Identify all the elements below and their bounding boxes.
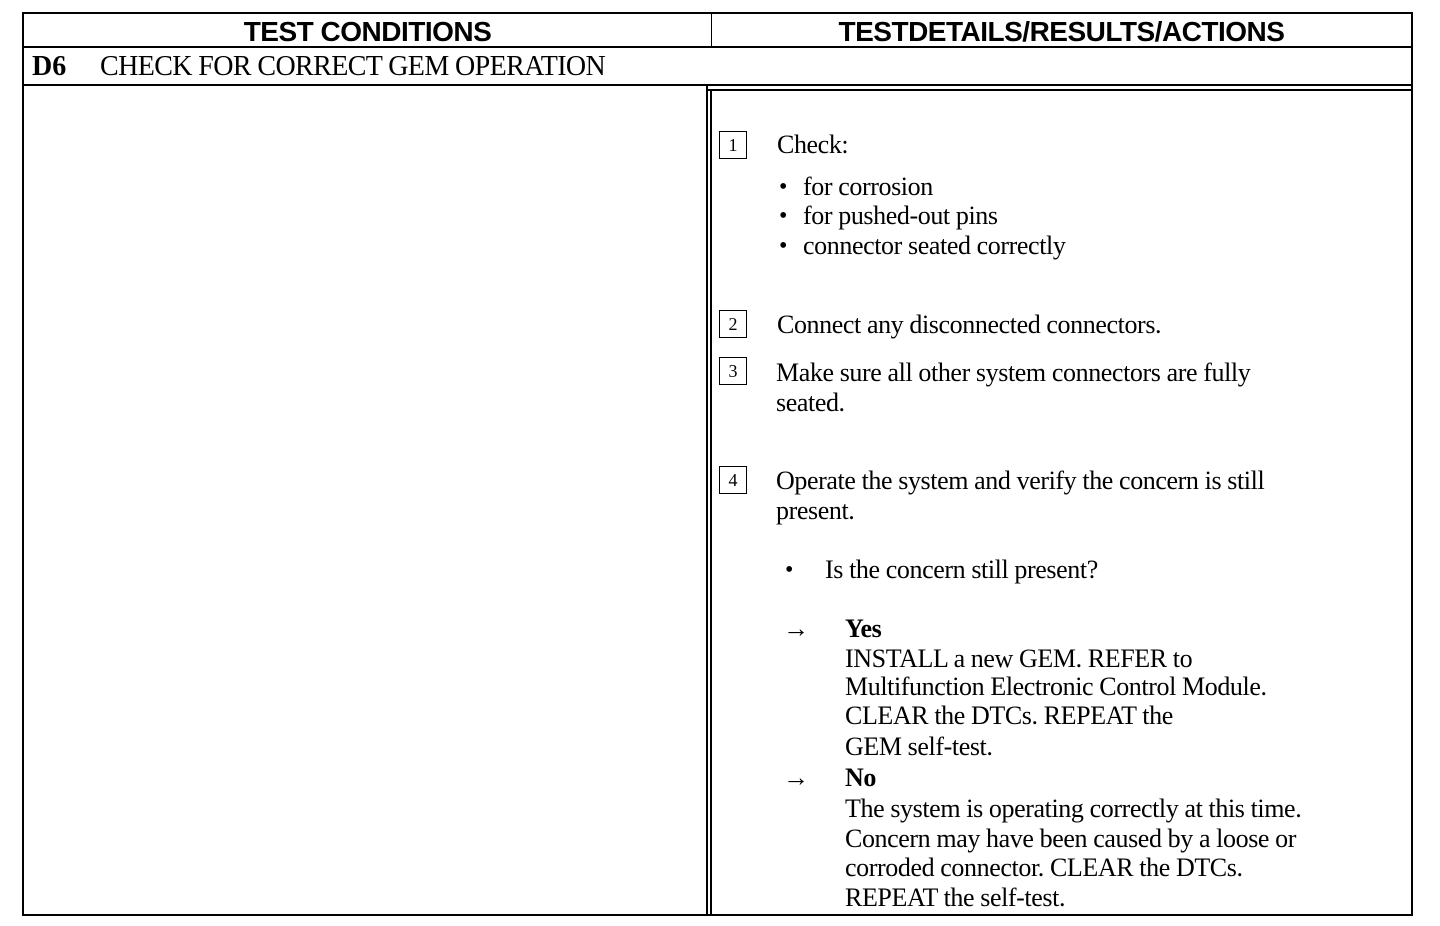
step-title: CHECK FOR CORRECT GEM OPERATION (100, 51, 606, 82)
yes-line-4: GEM self-test. (845, 732, 993, 761)
bullet-icon: • (779, 174, 788, 200)
column-divider-inner (710, 90, 712, 914)
step-4-line-2: present. (776, 496, 855, 525)
bullet-icon: • (779, 233, 788, 259)
step-2-text: Connect any disconnected connectors. (777, 310, 1162, 339)
step-1-bullet-2: for pushed-out pins (803, 201, 998, 230)
step-1-bullet-3: connector seated correctly (803, 231, 1066, 260)
arrow-right-icon: → (783, 763, 809, 792)
header-test-conditions: TEST CONDITIONS (24, 14, 712, 46)
step-4-line-1: Operate the system and verify the concern is still (776, 466, 1265, 495)
header-test-details: TESTDETAILS/RESULTS/ACTIONS (838, 16, 1285, 47)
step-1-bullet-1: for corrosion (803, 172, 933, 201)
step-number-box-2: 2 (719, 310, 747, 338)
no-label: No (845, 763, 876, 792)
arrow-right-icon: → (783, 614, 809, 643)
step-number-box-3: 3 (719, 357, 747, 385)
column-divider (706, 86, 708, 914)
no-line-3: corroded connector. CLEAR the DTCs. (845, 853, 1243, 882)
test-conditions-cell (24, 86, 708, 914)
yes-label: Yes (845, 614, 882, 643)
question-text: Is the concern still present? (825, 555, 1098, 584)
details-top-rule (708, 89, 1411, 91)
no-line-4: REPEAT the self-test. (845, 883, 1066, 912)
step-number-box-1: 1 (719, 131, 747, 159)
table-header (24, 14, 1411, 48)
step-title-row (24, 48, 1411, 86)
yes-line-3: CLEAR the DTCs. REPEAT the (845, 701, 1173, 730)
bullet-icon: • (779, 203, 788, 229)
step-3-line-1: Make sure all other system connectors are fully (776, 358, 1251, 387)
no-line-1: The system is operating correctly at this time. (845, 794, 1302, 823)
step-id: D6 (32, 51, 67, 82)
step-number-box-4: 4 (719, 466, 747, 494)
step-3-line-2: seated. (776, 388, 845, 417)
yes-line-2: Multifunction Electronic Control Module. (845, 672, 1267, 701)
step-1-text: Check: (777, 130, 849, 159)
no-line-2: Concern may have been caused by a loose or (845, 824, 1297, 853)
diagnostic-table (22, 12, 1413, 916)
bullet-icon: • (785, 557, 794, 583)
yes-line-1: INSTALL a new GEM. REFER to (845, 644, 1193, 673)
